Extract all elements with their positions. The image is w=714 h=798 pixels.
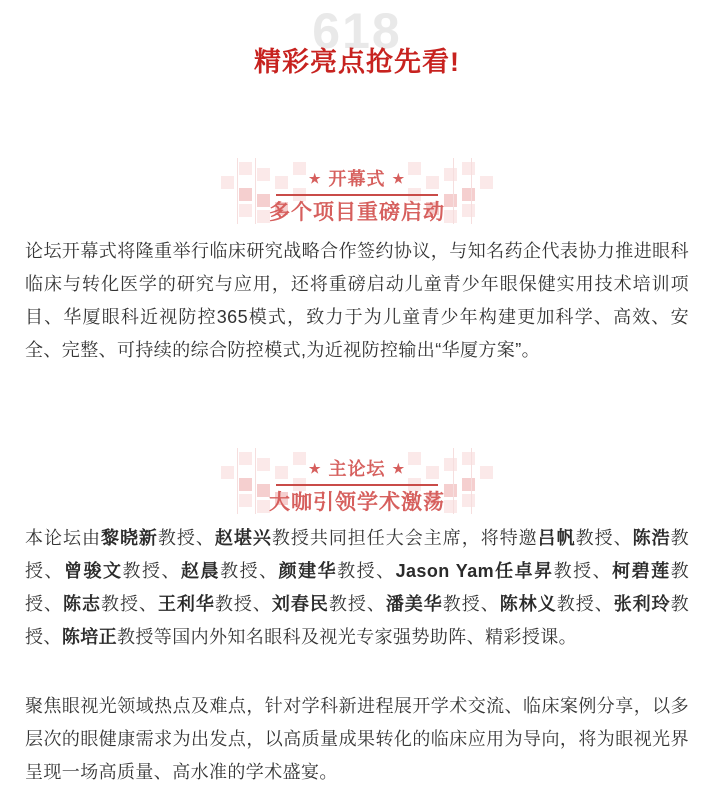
paragraph-opening-ceremony: 论坛开幕式将隆重举行临床研究战略合作签约协议，与知名药企代表协力推进眼科临床与转化医学的研究与应用，还将重磅启动儿童青少年眼保健实用技术培训项目、华厦眼科近视防控365模式，致力于为儿童青少年构建更加科学、高效、安全、完整、可持续的综合防控模式,为近视防控输出“华厦方案”。 [25,241,689,360]
star-icon: ★ [392,171,406,186]
page-title: 精彩亮点抢先看! [254,47,460,77]
section-badge-label: 开幕式 [328,169,386,189]
star-icon: ★ [392,461,406,476]
watermark-618: 618 [312,3,402,59]
section-subtitle: 多个项目重磅启动 [269,201,445,224]
section-header-main-forum [0,458,714,515]
section-divider [276,194,438,196]
section-subtitle: 大咖引领学术激荡 [269,491,445,514]
section-badge-line [0,168,714,190]
star-icon: ★ [308,171,322,186]
section-badge-line [0,458,714,480]
paragraph-forum-focus: 聚焦眼视光领域热点及难点，针对学科新进程展开学术交流、临床案例分享，以多层次的眼健康需求为出发点，以高质量成果转化的临床应用为导向，将为眼视光界呈现一场高质量、高水准的学术盛宴。 [25,696,689,782]
star-icon: ★ [308,461,322,476]
paragraph-speakers: 本论坛由黎晓新教授、赵堪兴教授共同担任大会主席，将特邀吕帆教授、陈浩教授、曾骏文教授、赵晨教授、颜建华教授、Jason Yam任卓昇教授、柯碧莲教授、陈志教授、王利华教授、刘春民教授、潘美华教授、陈林义教授、张利玲教授、陈培正教授等国内外知名眼科及视光专家强势助阵、精彩授课。 [25,528,690,647]
section-divider [276,484,438,486]
section-header-opening-ceremony [0,168,714,225]
section-badge-label: 主论坛 [328,459,386,479]
